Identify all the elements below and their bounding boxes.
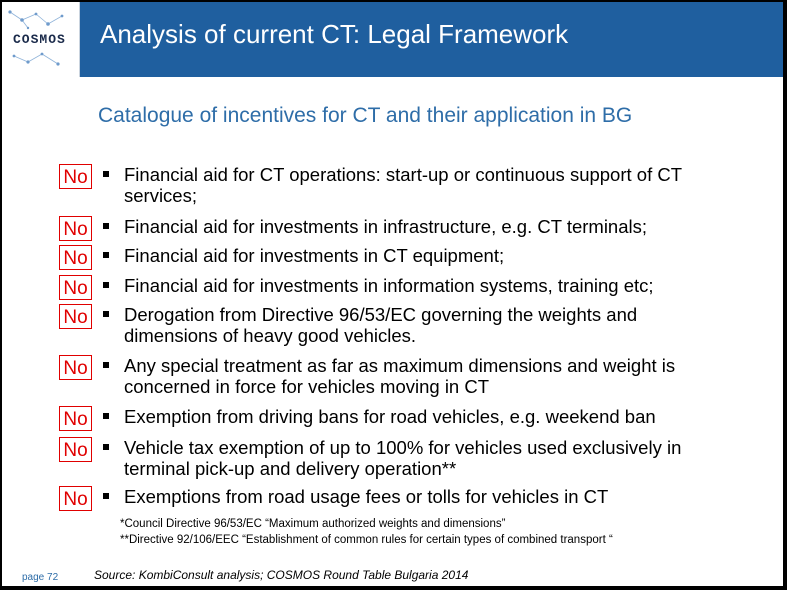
- status-badge: No: [59, 355, 92, 380]
- status-badge: No: [59, 245, 92, 270]
- footnote: **Directive 92/106/EEC “Establishment of common rules for certain types of combined transport “: [120, 534, 613, 546]
- source-note: Source: KombiConsult analysis; COSMOS Round Table Bulgaria 2014: [94, 568, 469, 582]
- cosmos-logo: [2, 2, 80, 77]
- status-badge: No: [59, 437, 92, 462]
- list-item-text: Financial aid for CT operations: start-up or continuous support of CT services;: [124, 164, 682, 206]
- list-item-text: Exemption from driving bans for road vehicles, e.g. weekend ban: [124, 406, 656, 427]
- bullet-icon: [103, 493, 109, 499]
- bullet-icon: [103, 252, 109, 258]
- status-badge: No: [59, 406, 92, 431]
- slide-subtitle: Catalogue of incentives for CT and their application in BG: [98, 104, 633, 127]
- status-badge: No: [59, 304, 92, 329]
- status-badge: No: [59, 216, 92, 241]
- bullet-icon: [103, 223, 109, 229]
- status-badge: No: [59, 486, 92, 511]
- status-badge: No: [59, 275, 92, 300]
- bullet-icon: [103, 311, 109, 317]
- footnote: *Council Directive 96/53/EC “Maximum authorized weights and dimensions”: [120, 518, 506, 530]
- list-item-text: Financial aid for investments in CT equipment;: [124, 245, 505, 266]
- list-item-text: Any special treatment as far as maximum dimensions and weight is concerned in force for vehicles moving in CT: [124, 355, 676, 397]
- bullet-icon: [103, 171, 109, 177]
- status-badge: No: [59, 164, 92, 189]
- slide-title: Analysis of current CT: Legal Framework: [100, 19, 569, 49]
- list-item-text: Financial aid for investments in information systems, training etc;: [124, 275, 654, 296]
- bullet-icon: [103, 282, 109, 288]
- list-item-text: Exemptions from road usage fees or tolls for vehicles in CT: [124, 486, 609, 507]
- footnotes: [120, 516, 613, 548]
- list-item-text: Financial aid for investments in infrastructure, e.g. CT terminals;: [124, 216, 648, 237]
- page-number: page 72: [22, 572, 59, 583]
- bullet-icon: [103, 444, 109, 450]
- header-bar: [2, 2, 783, 77]
- bullet-icon: [103, 413, 109, 419]
- bullet-icon: [103, 362, 109, 368]
- logo-text: COSMOS: [13, 32, 66, 47]
- list-item-text: Derogation from Directive 96/53/EC governing the weights and dimensions of heavy good vehicles.: [124, 304, 638, 346]
- list-item-text: Vehicle tax exemption of up to 100% for vehicles used exclusively in terminal pick-up and delivery operation**: [124, 437, 682, 479]
- slide: [2, 2, 783, 586]
